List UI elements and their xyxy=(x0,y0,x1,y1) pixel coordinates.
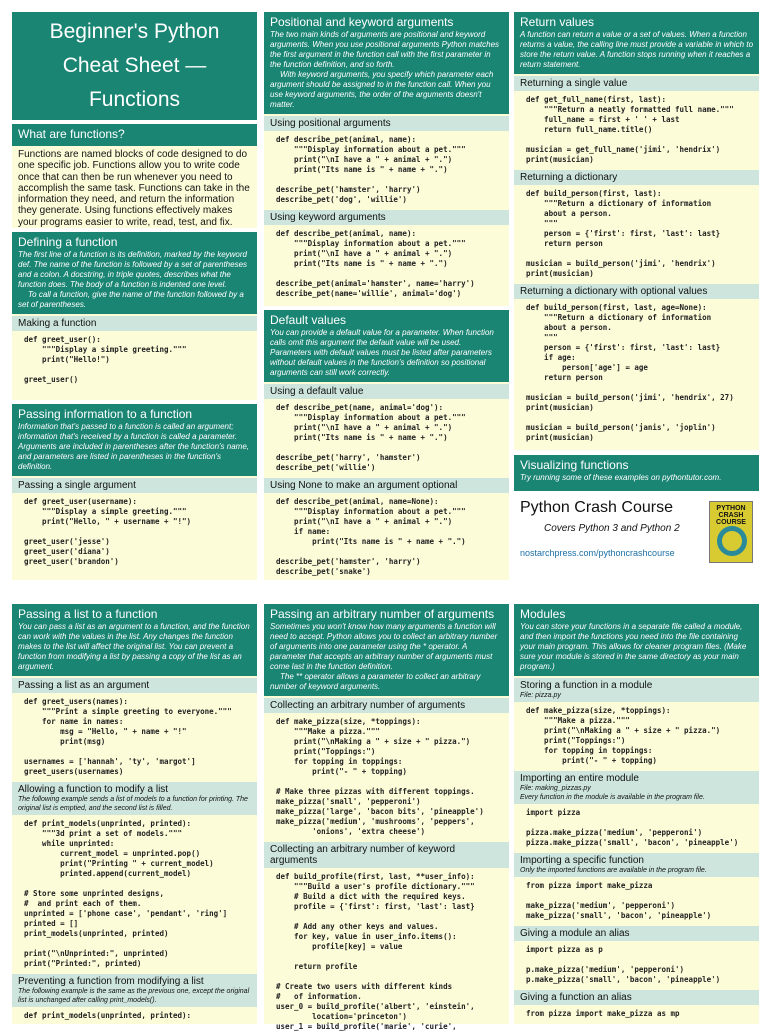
subheading: Using positional arguments xyxy=(264,116,509,131)
code-block: def make_pizza(size, *toppings): """Make a pizza.""" print("\nMaking a " + size + " pizza.") print("Toppings:") for topping in toppings: print("- " + topping) xyxy=(526,706,721,765)
positional-keyword-section xyxy=(264,12,509,306)
subheading: Preventing a function from modifying a list The following example is the same as the previous one, except the original list is unchanged after calling print_models(). xyxy=(12,974,257,1007)
code-block: from pizza import make_pizza as mp xyxy=(526,1009,680,1018)
section-header: Modules You can store your functions in a separate file called a module, and then import the functions you need into the file containing your main program. This allows for cleaner program files. (Make sure your module is stored in the same directory as your main program.) xyxy=(514,604,759,676)
section-header: Return values A function can return a value or a set of values. When a function returns a value, the calling line must provide a variable in which to store the return value. A function stops running when it reaches a return statement. xyxy=(514,12,759,74)
code-block: import pizza as p p.make_pizza('medium', 'pepperoni') p.make_pizza('small', 'bacon', 'pineapple') xyxy=(526,945,721,984)
subheading: Using None to make an argument optional xyxy=(264,478,509,493)
subheading: Importing an entire module File: making_pizzas.py Every function in the module is available in the program file. xyxy=(514,771,759,804)
code-block: def greet_users(names): """Print a simple greeting to everyone.""" for name in names: msg = "Hello, " + name + "!" print(msg) usernames = ['hannah', 'ty', 'margot'] greet_users(usernames) xyxy=(24,697,232,776)
passing-list-section xyxy=(12,604,257,1024)
code-block: def describe_pet(name, animal='dog'): """Display information about a pet.""" print("\nI have a " + animal + ".") print("Its name is " + name + ".") describe_pet('harry', 'hamster') describe_pet('willie') xyxy=(276,403,466,472)
page-title: Beginner's Python Cheat Sheet — Functions xyxy=(12,12,257,117)
code-block: def make_pizza(size, *toppings): """Make a pizza.""" print("\nMaking a " + size + " pizza.") print("Toppings:") for topping in toppings: print("- " + topping) # Make three pizzas with different toppings. make_pizza('small', 'pepperoni') make_pizza('large', 'bacon bits', 'pineapple') make_pizza('medium', 'mushrooms', 'peppers', 'onions', 'extra cheese') xyxy=(276,717,484,836)
subheading: Giving a module an alias xyxy=(514,926,759,941)
section-header: What are functions? xyxy=(12,124,257,146)
book-cover-icon: PYTHON CRASH COURSE xyxy=(709,501,753,563)
book-ad xyxy=(514,495,759,580)
book-title: Python Crash Course xyxy=(520,499,673,516)
code-block: def greet_user(): """Display a simple greeting.""" print("Hello!") greet_user() xyxy=(24,335,187,384)
modules-section xyxy=(514,604,759,1024)
default-values-section xyxy=(264,310,509,580)
section-header: Default values You can provide a default value for a parameter. When function calls omit this argument the default value will be used. Parameters with default values must be listed after parameters without default values in the function's definition so positional arguments can still work correctly. xyxy=(264,310,509,382)
section-header: Positional and keyword arguments The two main kinds of arguments are positional and keyword arguments. When you use positional arguments Python matches the first argument in the function call with the first parameter in the function definition, and so forth. With keyword arguments, you specify which parameter each argument should be assigned to in the function call. When you use keyword arguments, the order of the arguments doesn't matter. xyxy=(264,12,509,114)
passing-info-section xyxy=(12,404,257,580)
visualizing-section xyxy=(514,455,759,491)
code-block: def describe_pet(animal, name=None): """Display information about a pet.""" print("\nI have a " + animal + ".") if name: print("Its name is " + name + ".") describe_pet('hamster', 'harry') describe_pet('snake') xyxy=(276,497,466,576)
defining-function-section xyxy=(12,232,257,400)
subheading: Passing a single argument xyxy=(12,478,257,493)
section-header: Visualizing functions Try running some of these examples on pythontutor.com. xyxy=(514,455,759,487)
code-block: def describe_pet(animal, name): """Display information about a pet.""" print("\nI have a " + animal + ".") print("Its name is " + name + ".") describe_pet('hamster', 'harry') describe_pet('dog', 'willie') xyxy=(276,135,466,204)
section-header: Passing an arbitrary number of arguments Sometimes you won't know how many arguments a function will need to accept. Python allows you to collect an arbitrary number of arguments into one parameter using the * operator. A parameter that accepts an arbitrary number of arguments must come last in the function definition. The ** operator allows a parameter to collect an arbitrary number of keyword arguments. xyxy=(264,604,509,696)
title-panel xyxy=(12,12,257,120)
subheading: Allowing a function to modify a list The following example sends a list of models to a function for printing. The original list is emptied, and the second list is filled. xyxy=(12,782,257,815)
return-values-section xyxy=(514,12,759,450)
code-block: def build_person(first, last, age=None): """Return a dictionary of information about a person. """ person = {'first': first, 'last': last} if age: person['age'] = age return person musician = build_person('jimi', 'hendrix', 27) print(musician) musician = build_person('janis', 'joplin') print(musician) xyxy=(526,303,734,442)
section-header: Passing information to a function Information that's passed to a function is called an argument; information that's received by a function is called a parameter. Arguments are included in parentheses after the function's name, and parameters are listed in parentheses in the function's definition. xyxy=(12,404,257,476)
what-are-functions-section xyxy=(12,124,257,228)
code-block: def describe_pet(animal, name): """Display information about a pet.""" print("\nI have a " + animal + ".") print("Its name is " + name + ".") describe_pet(animal='hamster', name='harry') describe_pet(name='willie', animal='dog') xyxy=(276,229,475,298)
subheading: Returning a dictionary xyxy=(514,170,759,185)
code-block: def build_person(first, last): """Return a dictionary of information about a person. """ person = {'first': first, 'last': last} return person musician = build_person('jimi', 'hendrix') print(musician) xyxy=(526,189,721,278)
snake-icon xyxy=(717,526,747,556)
code-block: from pizza import make_pizza make_pizza('medium', 'pepperoni') make_pizza('small', 'bacon', 'pineapple') xyxy=(526,881,712,920)
subheading: Using a default value xyxy=(264,384,509,399)
book-link[interactable]: nostarchpress.com/pythoncrashcourse xyxy=(520,548,675,558)
code-block: def print_models(unprinted, printed): """3d print a set of models.""" while unprinted: current_model = unprinted.pop() print("Printing " + current_model) printed.append(current_model) # Store some unprinted designs, # and print each of them. unprinted = ['phone case', 'pendant', 'ring'] printed = [] print_models(unprinted, printed) print("\nUnprinted:", unprinted) print("Printed:", printed) xyxy=(24,819,228,968)
subheading: Storing a function in a module File: pizza.py xyxy=(514,678,759,702)
code-block: def get_full_name(first, last): """Return a neatly formatted full name.""" full_name = first + ' ' + last return full_name.title() musician = get_full_name('jimi', 'hendrix') print(musician) xyxy=(526,95,734,164)
section-body: Functions are named blocks of code designed to do one specific job. Functions allow you to write code once that can then be run whenever you need to accomplish the same task. Functions can take in the information they need, and return the information they generate. Using functions effectively makes your programs easier to write, read, test, and fix. xyxy=(18,149,250,228)
subheading: Giving a function an alias xyxy=(514,990,759,1005)
subheading: Collecting an arbitrary number of keyword arguments xyxy=(264,842,509,868)
book-subtitle: Covers Python 3 and Python 2 xyxy=(544,523,680,534)
code-block: import pizza pizza.make_pizza('medium', 'pepperoni') pizza.make_pizza('small', 'bacon', 'pineapple') xyxy=(526,808,739,847)
subheading: Importing a specific function Only the imported functions are available in the program file. xyxy=(514,853,759,877)
subheading: Passing a list as an argument xyxy=(12,678,257,693)
code-block: def build_profile(first, last, **user_info): """Build a user's profile dictionary.""" # Build a dict with the required keys. profile = {'first': first, 'last': last} # Add any other keys and values. for key, value in user_info.items(): profile[key] = value return profile # Create two users with different kinds # of information. user_0 = build_profile('albert', 'einstein', location='princeton') user_1 = build_profile('marie', 'curie', xyxy=(276,872,475,1031)
arbitrary-args-section xyxy=(264,604,509,1031)
code-block: def print_models(unprinted, printed): xyxy=(24,1011,192,1020)
subheading: Returning a dictionary with optional values xyxy=(514,284,759,299)
section-header: Passing a list to a function You can pass a list as an argument to a function, and the function can work with the values in the list. Any changes the function makes to the list will affect the original list. You can prevent a function from modifying a list by passing a copy of the list as an argument. xyxy=(12,604,257,676)
code-block: def greet_user(username): """Display a simple greeting.""" print("Hello, " + username + "!") greet_user('jesse') greet_user('diana') greet_user('brandon') xyxy=(24,497,192,566)
subheading: Using keyword arguments xyxy=(264,210,509,225)
subheading: Returning a single value xyxy=(514,76,759,91)
section-header: Defining a function The first line of a function is its definition, marked by the keyword def. The name of the function is followed by a set of parentheses and a colon. A docstring, in triple quotes, describes what the function does. The body of a function is indented one level. To call a function, give the name of the function followed by a set of parentheses. xyxy=(12,232,257,314)
subheading: Collecting an arbitrary number of arguments xyxy=(264,698,509,713)
subheading: Making a function xyxy=(12,316,257,331)
